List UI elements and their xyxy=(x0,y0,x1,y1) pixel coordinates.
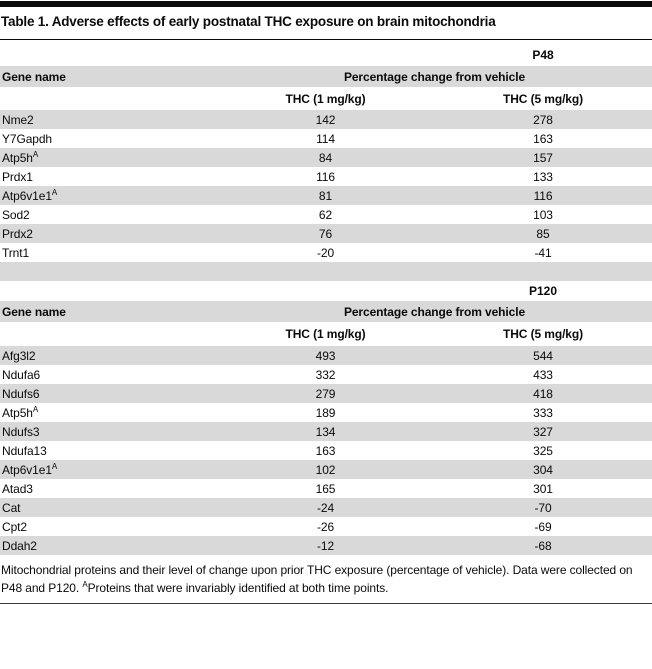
thc-5mg-value: 116 xyxy=(533,188,553,203)
thc-5mg-value: 433 xyxy=(533,367,553,382)
gene-name-cell xyxy=(0,368,217,382)
gene-name-cell xyxy=(0,132,217,146)
thc-5mg-header: THC (5 mg/kg) xyxy=(502,91,584,106)
column-header-row xyxy=(0,301,652,322)
percentage-change-header: Percentage change from vehicle xyxy=(343,304,526,319)
gene-name: Atp6v1e1 xyxy=(2,462,52,477)
gene-name-header: Gene name xyxy=(2,69,66,84)
thc-1mg-value: 165 xyxy=(315,481,336,496)
table-row xyxy=(0,460,652,479)
gene-superscript: A xyxy=(51,187,58,197)
gene-name-cell xyxy=(0,501,217,515)
thc-1mg-value: 493 xyxy=(315,348,336,363)
thc-1mg-value: 279 xyxy=(315,386,336,401)
table-row xyxy=(0,148,652,167)
thc-5mg-value: 133 xyxy=(533,169,553,184)
dose-header-row xyxy=(0,87,652,110)
thc-5mg-value: 418 xyxy=(533,386,553,401)
footnote-text-2: Proteins that were invariably identified at both time points. xyxy=(87,580,389,595)
thc-5mg-value: -41 xyxy=(534,245,552,260)
gene-name-cell xyxy=(0,387,217,401)
thc-5mg-value: 544 xyxy=(533,348,553,363)
thc-1mg-header: THC (1 mg/kg) xyxy=(285,91,366,106)
thc-5mg-value: 163 xyxy=(533,131,553,146)
timepoint-label-p120: P120 xyxy=(528,284,558,298)
gene-name: Cpt2 xyxy=(2,519,27,534)
thc-1mg-value: 163 xyxy=(315,443,336,458)
thc-1mg-value: 114 xyxy=(316,131,335,146)
thc-1mg-value: -24 xyxy=(316,500,335,515)
table-row xyxy=(0,536,652,555)
gene-name-cell xyxy=(0,425,217,439)
thc-5mg-value: -69 xyxy=(534,519,552,534)
thc-1mg-value: -20 xyxy=(316,245,335,260)
timepoint-label-p48: P48 xyxy=(532,48,554,62)
thc-5mg-value: -68 xyxy=(534,538,552,553)
thc-1mg-value: 134 xyxy=(315,424,336,439)
gene-name: Atp6v1e1 xyxy=(2,188,52,203)
gene-name-cell xyxy=(0,151,217,165)
thc-5mg-value: 278 xyxy=(533,112,553,127)
gene-name-cell xyxy=(0,246,217,260)
gene-name-cell xyxy=(0,227,217,241)
thc-5mg-value: 157 xyxy=(533,150,553,165)
gene-name: Sod2 xyxy=(2,207,30,222)
thc-1mg-value: 62 xyxy=(318,207,333,222)
thc-1mg-value: 76 xyxy=(318,226,333,241)
percentage-change-header: Percentage change from vehicle xyxy=(343,69,526,84)
gene-name-cell xyxy=(0,444,217,458)
thc-5mg-value: 103 xyxy=(533,207,553,222)
gene-name-cell xyxy=(0,113,217,127)
dose-header-row xyxy=(0,322,652,346)
gene-name: Atp5h xyxy=(2,405,33,420)
gene-name: Atp5h xyxy=(2,150,33,165)
thc-5mg-value: 333 xyxy=(533,405,553,420)
thc-5mg-value: -70 xyxy=(534,500,552,515)
timepoint-header-row xyxy=(0,40,652,66)
table-figure xyxy=(0,1,652,604)
footnote-text-1: Mitochondrial proteins and their level of change upon prior THC exposure (percentage of vehicle). Data were collected on P48 and P120. xyxy=(1,563,633,595)
gene-name-header: Gene name xyxy=(2,304,66,319)
table-row xyxy=(0,441,652,460)
table-row xyxy=(0,498,652,517)
gene-name: Afg3l2 xyxy=(2,348,36,363)
column-header-row xyxy=(0,66,652,87)
thc-5mg-value: 85 xyxy=(536,226,550,241)
gene-name-cell xyxy=(0,482,217,496)
thc-1mg-value: 84 xyxy=(318,150,333,165)
timepoint-header-row xyxy=(0,281,652,301)
gene-superscript: A xyxy=(32,404,39,414)
gene-name-cell xyxy=(0,463,217,477)
section-p48 xyxy=(0,40,652,281)
gene-name-cell xyxy=(0,520,217,534)
table-row xyxy=(0,517,652,536)
gene-name: Nme2 xyxy=(2,112,34,127)
thc-5mg-value: 304 xyxy=(533,462,553,477)
gene-name-cell xyxy=(0,406,217,420)
table-row xyxy=(0,403,652,422)
gene-name-cell xyxy=(0,208,217,222)
gene-name: Atad3 xyxy=(2,481,33,496)
table-title: Table 1. Adverse effects of early postnatal THC exposure on brain mitochondria xyxy=(0,7,652,40)
data-rows-p48 xyxy=(0,110,652,262)
gene-name: Cat xyxy=(2,500,21,515)
gene-name: Ndufs3 xyxy=(2,424,40,439)
thc-5mg-value: 327 xyxy=(533,424,553,439)
data-rows-p120 xyxy=(0,346,652,555)
gene-name: Prdx2 xyxy=(2,226,33,241)
thc-5mg-value: 325 xyxy=(533,443,553,458)
gene-superscript: A xyxy=(32,149,39,159)
thc-1mg-value: 142 xyxy=(315,112,336,127)
table-row xyxy=(0,110,652,129)
table-row xyxy=(0,479,652,498)
gene-name-cell xyxy=(0,539,217,553)
thc-1mg-value: 189 xyxy=(315,405,336,420)
thc-1mg-value: 332 xyxy=(315,367,336,382)
footnote-superscript: A xyxy=(82,579,88,589)
gene-name: Y7Gapdh xyxy=(2,131,53,146)
gene-name: Ndufa6 xyxy=(2,367,41,382)
table-row xyxy=(0,205,652,224)
gene-name: Prdx1 xyxy=(2,169,33,184)
bottom-rule-line xyxy=(0,603,652,604)
section-p120 xyxy=(0,281,652,555)
gene-name: Ndufa13 xyxy=(2,443,47,458)
table-footnote xyxy=(0,562,652,597)
table-row xyxy=(0,129,652,148)
gene-name-cell xyxy=(0,189,217,203)
thc-1mg-value: -26 xyxy=(316,519,335,534)
thc-1mg-value: -12 xyxy=(316,538,335,553)
gene-name: Ndufs6 xyxy=(2,386,40,401)
table-row xyxy=(0,365,652,384)
gene-name: Ddah2 xyxy=(2,538,37,553)
table-row xyxy=(0,346,652,365)
gene-name-cell xyxy=(0,349,217,363)
table-row xyxy=(0,167,652,186)
thc-1mg-value: 81 xyxy=(318,188,333,203)
gene-superscript: A xyxy=(51,461,58,471)
table-row xyxy=(0,243,652,262)
empty-spacer-row xyxy=(0,262,652,281)
thc-1mg-value: 102 xyxy=(315,462,336,477)
thc-1mg-value: 116 xyxy=(316,169,335,184)
table-row xyxy=(0,422,652,441)
gene-name: Trnt1 xyxy=(2,245,30,260)
thc-5mg-value: 301 xyxy=(533,481,553,496)
thc-5mg-header: THC (5 mg/kg) xyxy=(502,327,584,341)
table-row xyxy=(0,224,652,243)
table-row xyxy=(0,384,652,403)
gene-name-cell xyxy=(0,170,217,184)
thc-1mg-header: THC (1 mg/kg) xyxy=(285,327,366,341)
table-row xyxy=(0,186,652,205)
